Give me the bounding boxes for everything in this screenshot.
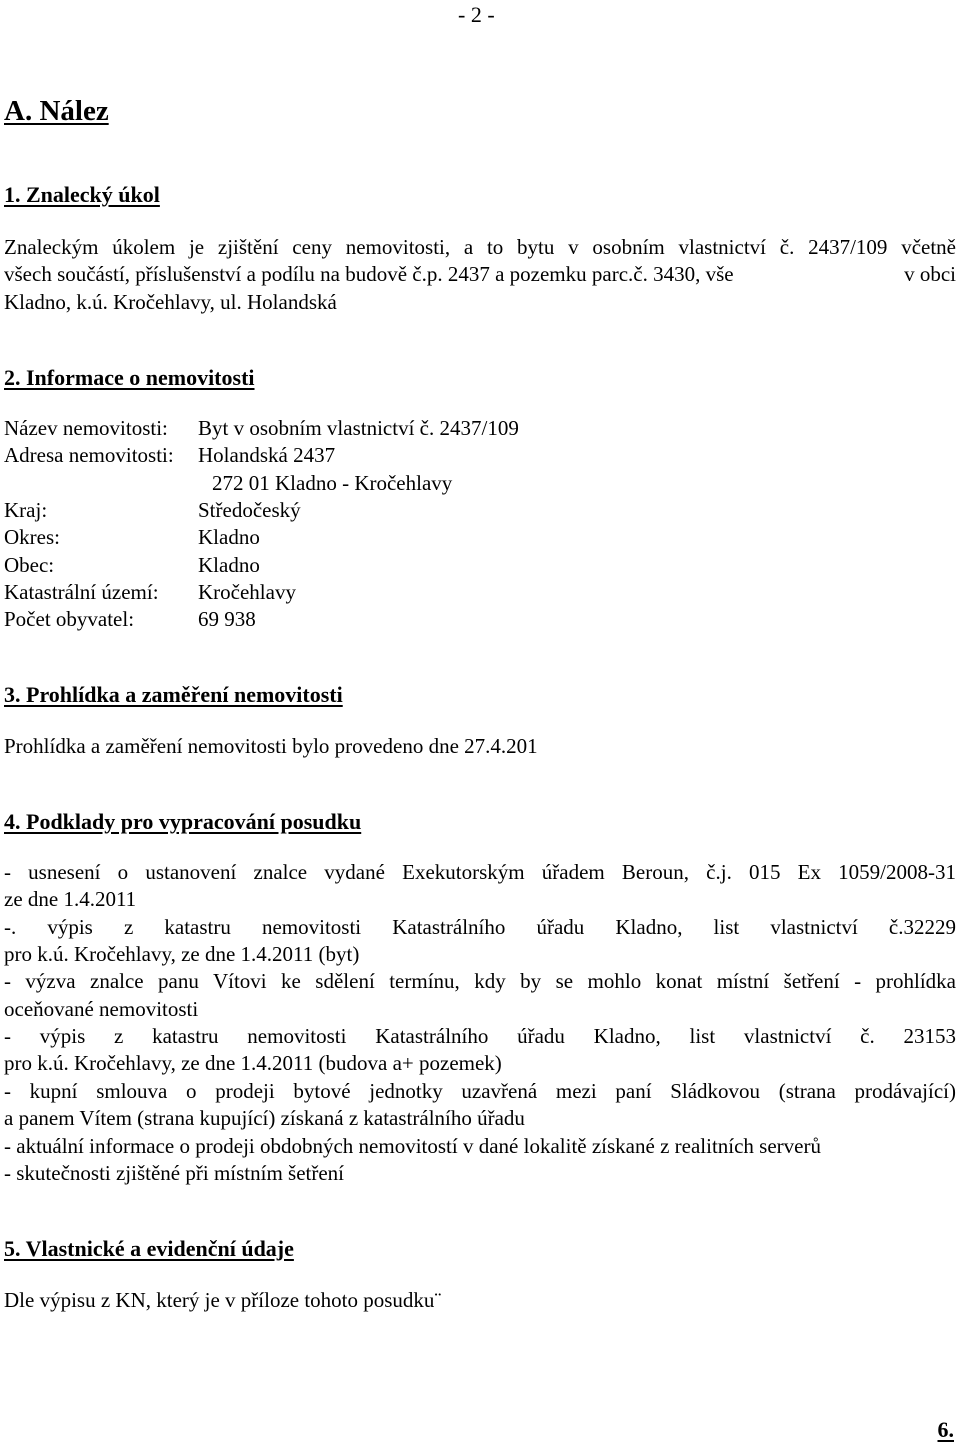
info-label: Název nemovitosti: <box>4 416 168 440</box>
info-label: Obec: <box>4 553 55 577</box>
info-value: Středočeský <box>198 498 301 522</box>
section-1-line: Kladno, k.ú. Kročehlavy, ul. Holandská <box>4 290 337 314</box>
info-value: Kladno <box>198 553 260 577</box>
section-4-title: 4. Podklady pro vypracování posudku <box>4 809 362 834</box>
info-value: Byt v osobním vlastnictví č. 2437/109 <box>198 416 519 440</box>
info-value: Kročehlavy <box>198 580 296 604</box>
list-item: - usnesení o ustanovení znalce vydané Exekutorským úřadem Beroun, č.j. 015 Ex 1059/2008-31 <box>4 860 956 884</box>
section-2-title: 2. Informace o nemovitosti <box>4 365 255 390</box>
info-value: 69 938 <box>198 607 256 631</box>
info-value: Holandská 2437 <box>198 443 336 467</box>
section-3-text: Prohlídka a zaměření nemovitosti bylo provedeno dne 27.4.201 <box>4 734 538 758</box>
list-item: - skutečnosti zjištěné při místním šetření <box>4 1161 345 1185</box>
section-1-line: Znaleckým úkolem je zjištění ceny nemovitosti, a to bytu v osobním vlastnictví č. 2437/109 včetně <box>4 235 956 259</box>
info-value: Kladno <box>198 525 260 549</box>
section-1-line-end: v obci <box>904 262 956 286</box>
section-1-title: 1. Znalecký úkol <box>4 182 160 207</box>
info-value: 272 01 Kladno - Kročehlavy <box>212 471 453 495</box>
info-label: Katastrální území: <box>4 580 159 604</box>
section-5-title: 5. Vlastnické a evidenční údaje <box>4 1236 294 1261</box>
list-item: oceňované nemovitosti <box>4 997 199 1021</box>
info-label: Adresa nemovitosti: <box>4 443 174 467</box>
page-number: - 2 - <box>458 2 495 27</box>
section-1-line-part: všech součástí, příslušenství a podílu na budově č.p. 2437 a pozemku parc.č. 3430, vše <box>4 262 734 286</box>
list-item: pro k.ú. Kročehlavy, ze dne 1.4.2011 (byt) <box>4 942 360 966</box>
section-3-title: 3. Prohlídka a zaměření nemovitosti <box>4 682 343 707</box>
info-label: Okres: <box>4 525 60 549</box>
section-5-text: Dle výpisu z KN, který je v příloze tohoto posudku¨ <box>4 1288 442 1312</box>
list-item: a panem Vítem (strana kupující) získaná z katastrálního úřadu <box>4 1106 525 1130</box>
list-item: ze dne 1.4.2011 <box>4 887 137 911</box>
list-item: - výpis z katastru nemovitosti Katastrálního úřadu Kladno, list vlastnictví č. 23153 <box>4 1024 956 1048</box>
list-item: pro k.ú. Kročehlavy, ze dne 1.4.2011 (budova a+ pozemek) <box>4 1051 502 1075</box>
info-label: Počet obyvatel: <box>4 607 135 631</box>
list-item: - kupní smlouva o prodeji bytové jednotky uzavřená mezi paní Sládkovou (strana prodávající) <box>4 1079 956 1103</box>
section-1-line <box>4 264 956 285</box>
info-label: Kraj: <box>4 498 48 522</box>
list-item: - aktuální informace o prodeji obdobných nemovitostí v dané lokalitě získané z realitních serverů <box>4 1134 821 1158</box>
list-item: - výzva znalce panu Vítovi ke sdělení termínu, kdy by se mohlo konat místní šetření - prohlídka <box>4 969 956 993</box>
list-item: -. výpis z katastru nemovitosti Katastrálního úřadu Kladno, list vlastnictví č.32229 <box>4 915 956 939</box>
next-section-marker: 6. <box>937 1417 954 1442</box>
main-heading: A. Nález <box>4 95 109 127</box>
